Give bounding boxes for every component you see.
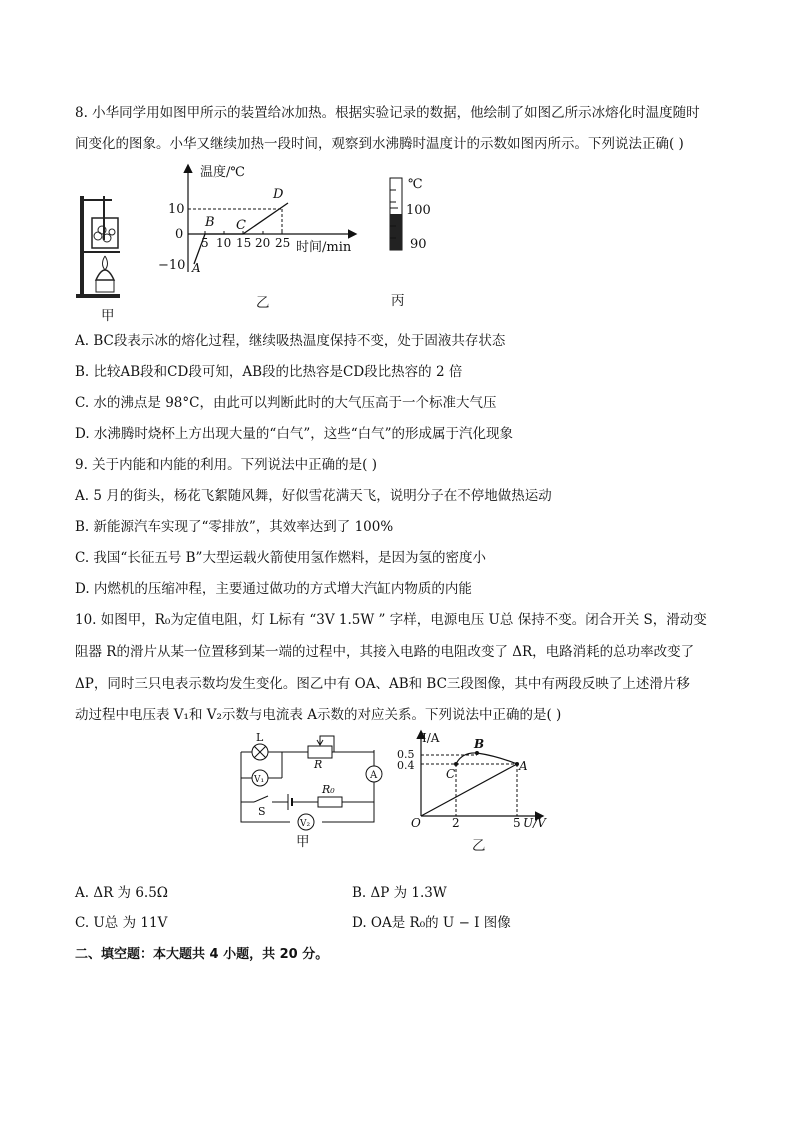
q10-option-c: C. U总 为 11V [75, 915, 168, 931]
section-2-heading: 二、填空题：本大题共 4 小题，共 20 分。 [75, 947, 329, 962]
q10-option-a: A. ΔR 为 6.5Ω [75, 885, 168, 901]
q8-apparatus-figure [72, 190, 132, 310]
q10-graph-origin: O [411, 816, 421, 828]
q8-graph-point-c: C [236, 218, 246, 233]
q9-option-c: C. 我国“长征五号 B”大型运载火箭使用氢作燃料，是因为氢的密度小 [75, 550, 486, 566]
q10-option-b: B. ΔP 为 1.3W [352, 885, 447, 901]
q8-graph-point-b: B [205, 215, 215, 230]
q10-graph-ytick-05: 0.5 [397, 748, 415, 761]
q8-thermometer-tick-90: 90 [410, 237, 427, 252]
q9-option-d: D. 内燃机的压缩冲程，主要通过做功的方式增大汽缸内物质的内能 [75, 581, 472, 597]
q10-stem-line1: 10. 如图甲，R₀为定值电阻，灯 L标有 “3V 1.5W ” 字样，电源电压 U总 保持不变。闭合开关 S，滑动变 [75, 612, 707, 628]
q10-graph-point-b: B [474, 737, 485, 751]
q8-graph-ytick-neg10: −10 [158, 258, 186, 273]
q10-stem-line3: ΔP，同时三只电表示数均发生变化。图乙中有 OA、AB和 BC三段图像，其中有两段反映了上述滑片移 [75, 676, 690, 692]
q10-graph-ylabel: I/A [422, 731, 440, 745]
q10-circuit-label-s: S [258, 805, 266, 818]
q10-graph-point-a: A [519, 759, 528, 773]
q10-graph-ytick-04: 0.4 [397, 759, 415, 772]
q8-stem-line2: 间变化的图象。小华又继续加热一段时间，观察到水沸腾时温度计的示数如图丙所示。下列说法正确( ) [75, 136, 684, 152]
q8-fig-bing-caption: 丙 [391, 293, 405, 309]
q9-option-a: A. 5 月的街头，杨花飞絮随风舞，好似雪花满天飞，说明分子在不停地做热运动 [75, 488, 552, 504]
q8-graph-xlabel: 时间/min [296, 240, 352, 255]
q8-option-b: B. 比较AB段和CD段可知，AB段的比热容是CD段比热容的 2 倍 [75, 364, 463, 380]
q8-option-c: C. 水的沸点是 98°C，由此可以判断此时的大气压高于一个标准大气压 [75, 395, 497, 411]
q10-graph-xtick-2: 2 [452, 816, 460, 828]
q10-stem-line4: 动过程中电压表 V₁和 V₂示数与电流表 A示数的对应关系。下列说法中正确的是( ) [75, 707, 562, 723]
q8-graph-point-d: D [273, 187, 284, 202]
q10-graph-xtick-5: 5 [513, 816, 521, 828]
q8-graph-xtick-10: 10 [216, 236, 232, 250]
q8-melting-graph [150, 160, 365, 280]
q8-fig-yi-caption: 乙 [256, 295, 270, 311]
q9-stem: 9. 关于内能和内能的利用。下列说法中正确的是( ) [75, 457, 377, 473]
q8-graph-ytick-0: 0 [175, 227, 184, 242]
q8-option-d: D. 水沸腾时烧杯上方出现大量的“白气”，这些“白气”的形成属于汽化现象 [75, 426, 514, 442]
q8-graph-xtick-15: 15 [236, 236, 252, 250]
q8-thermometer-tick-100: 100 [406, 203, 431, 218]
q10-circuit-label-r0: R₀ [322, 783, 335, 796]
q10-graph-xlabel: U/V [523, 816, 546, 828]
q10-option-d: D. OA是 R₀的 U − I 图像 [352, 915, 511, 931]
q8-thermometer-unit: ℃ [408, 177, 423, 192]
q10-stem-line2: 阻器 R的滑片从某一位置移到某一端的过程中，其接入电路的电阻改变了 ΔR，电路消耗的总功率改变了 [75, 644, 695, 660]
q10-fig-jia-caption: 甲 [296, 834, 310, 850]
q10-fig-yi-caption: 乙 [472, 838, 486, 854]
q10-circuit-label-v1: V₁ [254, 775, 265, 785]
q8-thermometer [384, 172, 444, 252]
q10-circuit-label-v2: V₂ [300, 819, 311, 829]
q10-circuit-label-l: L [256, 731, 264, 744]
q9-option-b: B. 新能源汽车实现了“零排放”，其效率达到了 100% [75, 519, 394, 535]
q8-graph-xtick-20: 20 [255, 236, 271, 250]
q10-iu-graph [392, 728, 562, 828]
q8-fig-jia-caption: 甲 [101, 308, 115, 324]
q10-circuit-diagram [232, 730, 387, 842]
q8-option-a: A. BC段表示冰的熔化过程，继续吸热温度保持不变，处于固液共存状态 [75, 333, 506, 349]
q8-graph-ytick-10: 10 [168, 202, 185, 217]
q10-graph-point-c: C [446, 767, 456, 781]
q8-graph-ylabel: 温度/℃ [200, 165, 245, 180]
q8-graph-xtick-25: 25 [275, 236, 291, 250]
q8-graph-xtick-5: 5 [201, 236, 209, 250]
q8-stem-line1: 8. 小华同学用如图甲所示的装置给冰加热。根据实验记录的数据，他绘制了如图乙所示冰熔化时温度随时 [75, 105, 700, 121]
q10-circuit-label-a: A [370, 770, 378, 781]
q8-graph-point-a: A [192, 261, 201, 275]
q10-circuit-label-r: R [314, 758, 323, 771]
